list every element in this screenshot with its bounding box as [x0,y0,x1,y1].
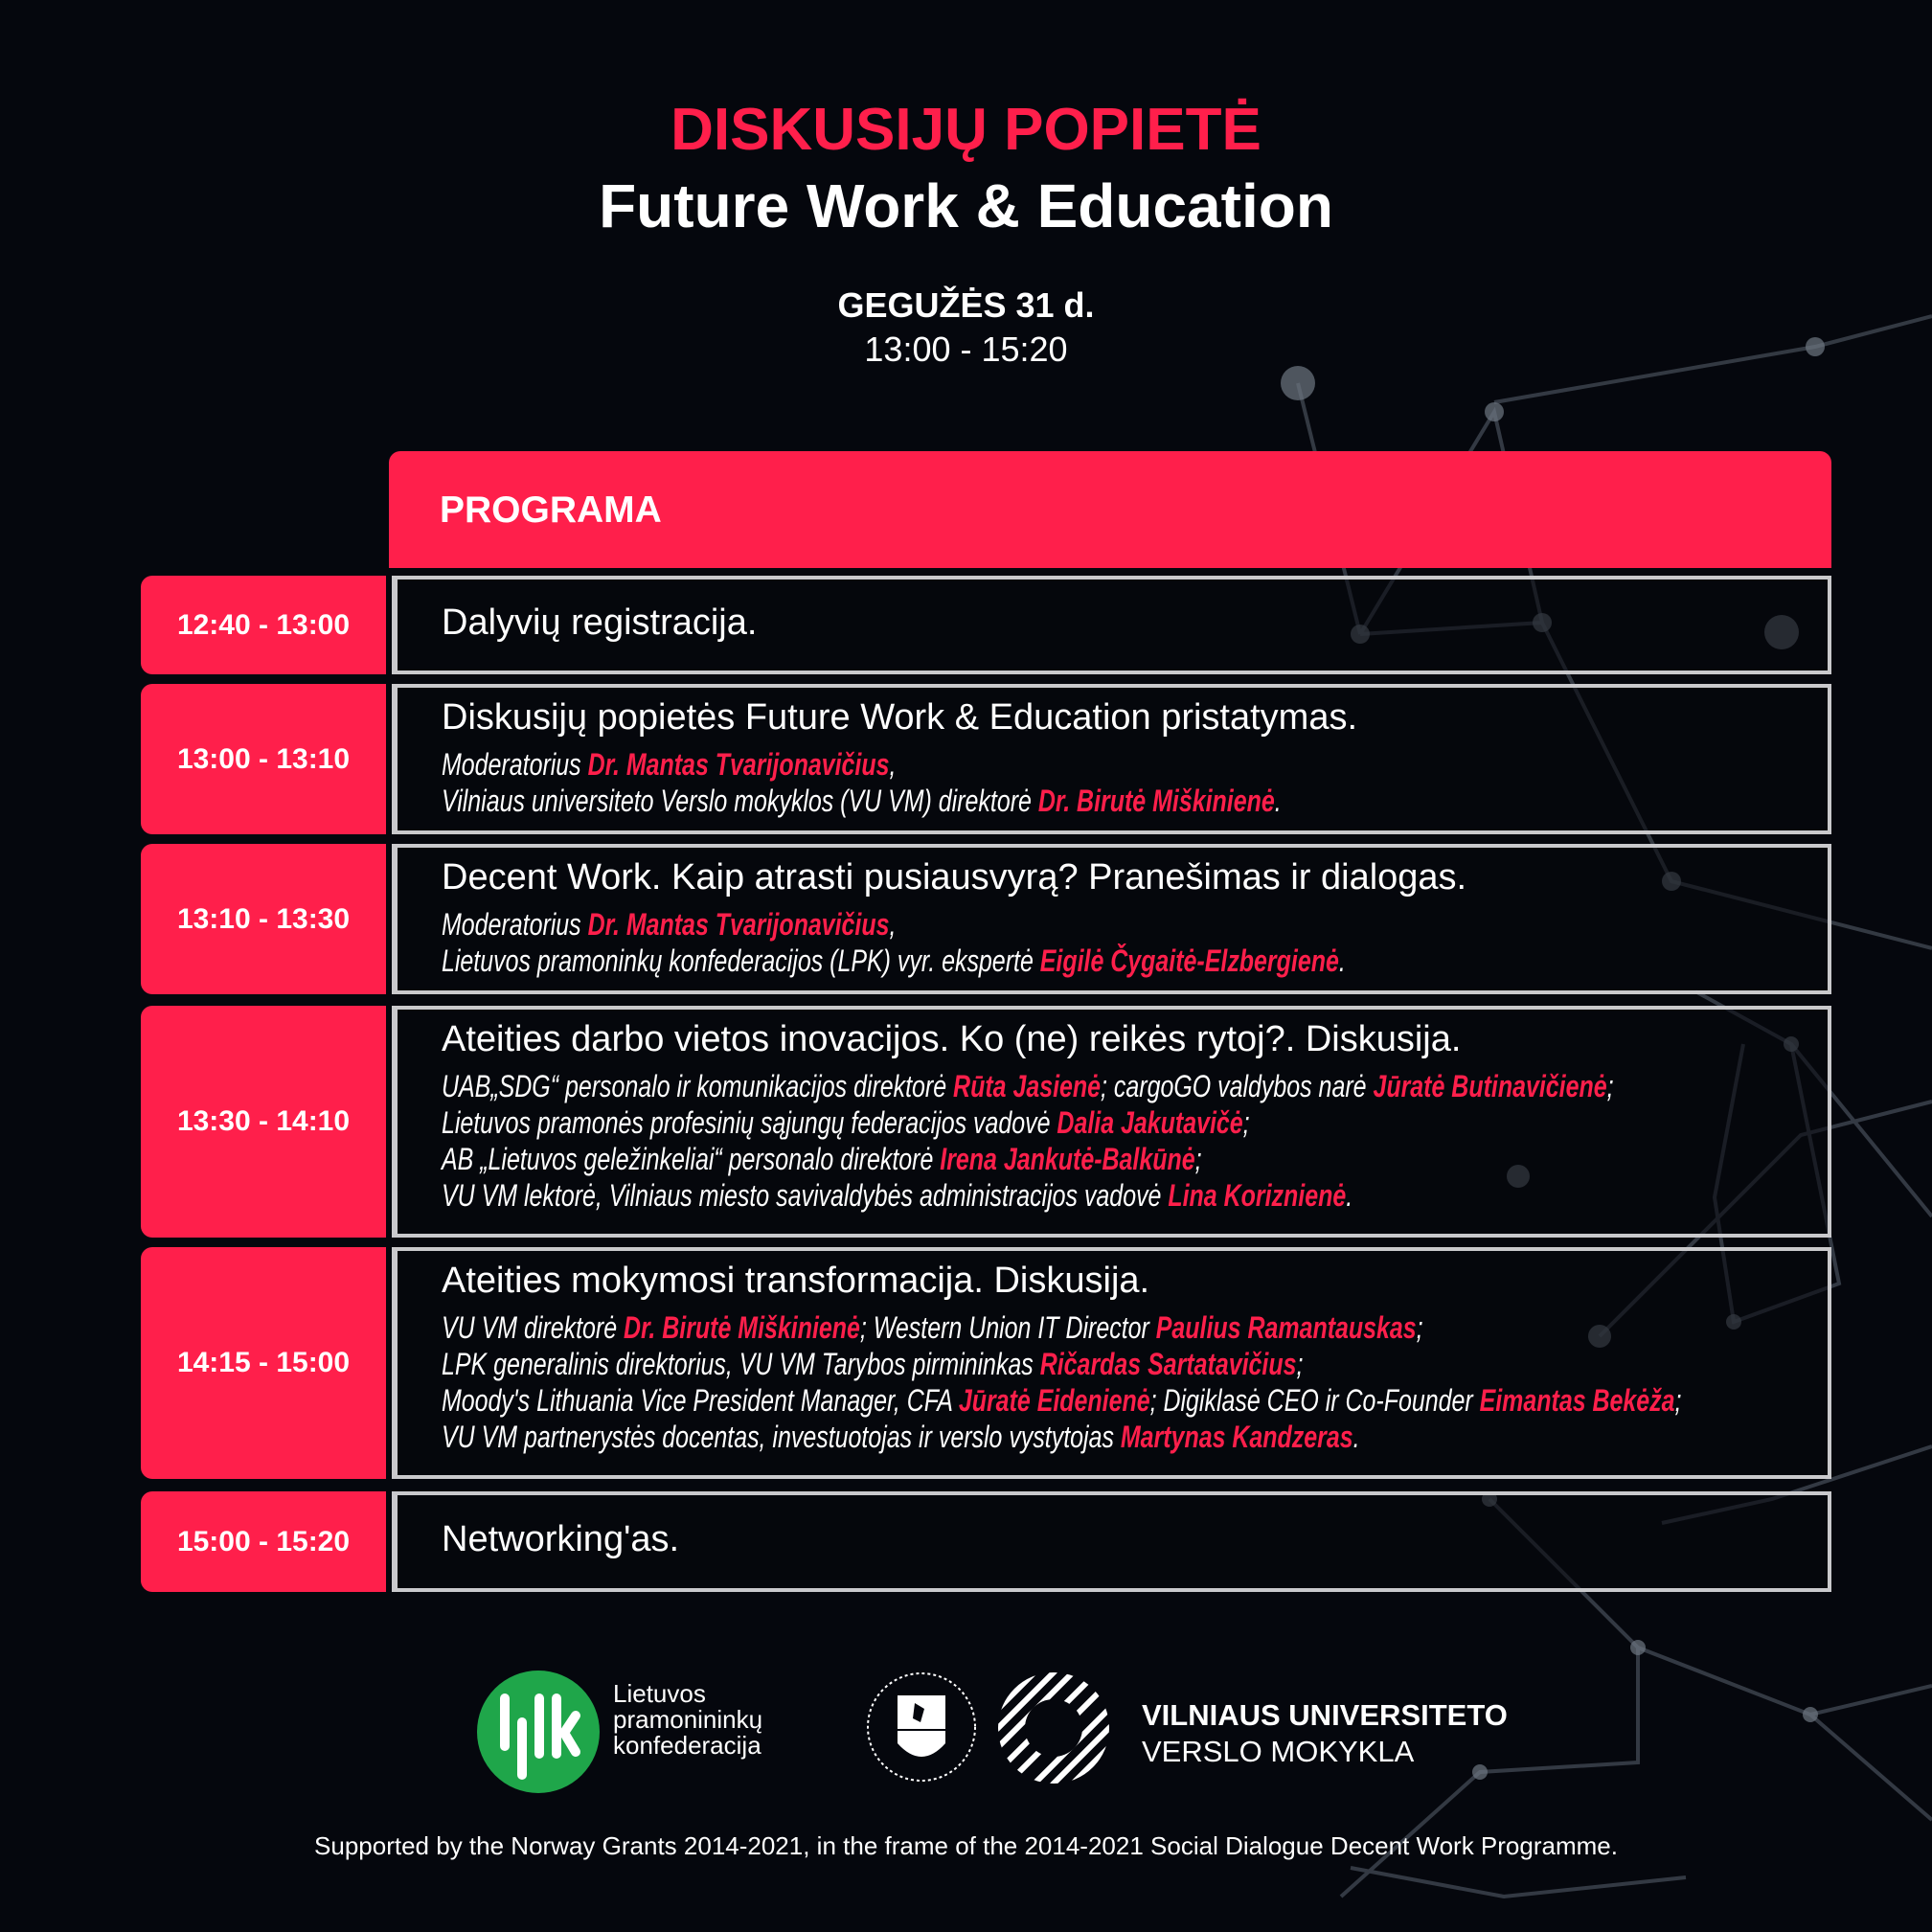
session-box [392,1247,1831,1479]
speaker-role: ; [1194,1142,1202,1176]
speaker-name: Martynas Kandzeras [1120,1420,1353,1454]
vu-seal-icon [865,1665,978,1789]
program-row [141,844,1831,994]
session-speakers-line [442,1420,1360,1455]
session-speakers-line [442,1347,1303,1382]
footer-note: Supported by the Norway Grants 2014-2021, in the frame of the 2014-2021 Social Dialogue Decent Work Programme. [314,1831,1618,1860]
session-speakers-line [442,784,1282,819]
session-box [392,1006,1831,1238]
speaker-role: ; [1296,1347,1304,1381]
vu-vm-line2: VERSLO MOKYKLA [1142,1735,1415,1768]
speaker-role: . [1352,1420,1360,1454]
session-speakers-line [442,1105,1250,1141]
speaker-role: LPK generalinis direktorius, VU VM Tarybos pirmininkas [442,1347,1040,1381]
vu-vm-line1: VILNIAUS UNIVERSITETO [1142,1698,1508,1732]
speaker-name: Paulius Ramantauskas [1155,1310,1417,1345]
lpk-logo [476,1670,792,1794]
session-title: Diskusijų popietės Future Work & Education pristatymas. [442,697,1358,738]
program-row [141,1006,1831,1238]
lpk-text-1: Lietuvos [613,1679,706,1708]
speaker-role: VU VM lektorė, Vilniaus miesto savivaldybės administracijos vadovė [442,1178,1169,1213]
speaker-name: Rūta Jasienė [953,1069,1102,1103]
time-slot: 15:00 - 15:20 [141,1491,386,1592]
speaker-role: . [1346,1178,1353,1213]
session-box [392,576,1831,674]
speaker-role: Moody's Lithuania Vice President Manager, CFA [442,1383,959,1418]
session-box [392,844,1831,994]
session-title: Ateities darbo vietos inovacijos. Ko (ne) reikės rytoj?. Diskusija. [442,1019,1462,1059]
speaker-name: Eigilė Čygaitė-Elzbergienė [1039,943,1339,978]
speaker-role: Lietuvos pramonės profesinių sąjungų federacijos vadovė [442,1105,1057,1140]
program-row [141,1247,1831,1479]
session-title: Decent Work. Kaip atrasti pusiausvyrą? Pranešimas ir dialogas. [442,857,1467,898]
event-kicker: DISKUSIJŲ POPIETĖ [671,97,1261,163]
speaker-name: Jūratė Butinavičienė [1373,1069,1607,1103]
program-row [141,576,1831,674]
speaker-role: . [1274,784,1282,818]
event-date: GEGUŽĖS 31 d. [837,285,1095,325]
speaker-name: Irena Jankutė-Balkūnė [940,1142,1195,1176]
speaker-role: VU VM direktorė [442,1310,625,1345]
speaker-name: Dr. Mantas Tvarijonavičius [587,907,890,942]
program-heading: PROGRAMA [440,489,662,531]
time-slot: 13:30 - 14:10 [141,1006,386,1238]
event-title: Future Work & Education [599,171,1333,240]
speaker-role: AB „Lietuvos geležinkeliai“ personalo direktorė [442,1142,941,1176]
speaker-role: ; [1416,1310,1423,1345]
speaker-name: Ričardas Sartatavičius [1039,1347,1297,1381]
session-title: Dalyvių registracija. [442,602,758,643]
speaker-role: ; Digiklasė CEO ir Co-Founder [1149,1383,1480,1418]
program-row [141,684,1831,834]
session-box [392,1491,1831,1592]
speaker-role: ; [1242,1105,1250,1140]
vu-vm-text [1142,1697,1508,1770]
speaker-name: Lina Koriznienė [1168,1178,1347,1213]
speaker-name: Dalia Jakutavičė [1057,1105,1243,1140]
session-speakers-line [442,907,896,943]
speaker-role: Moderatorius [442,907,588,942]
session-speakers-line [442,943,1346,979]
speaker-role: Lietuvos pramoninkų konfederacijos (LPK) vyr. ekspertė [442,943,1040,978]
lpk-text-2: pramonininkų [613,1705,763,1734]
speaker-role: ; cargoGO valdybos narė [1101,1069,1374,1103]
session-title: Ateities mokymosi transformacija. Diskusija. [442,1261,1150,1301]
session-speakers-line [442,1310,1423,1346]
lpk-mark-icon [476,1670,601,1794]
session-title: Networking'as. [442,1518,680,1559]
vu-vm-mark-icon [997,1671,1110,1784]
session-speakers-line [442,747,896,783]
speaker-role: , [889,907,897,942]
speaker-role: ; Western Union IT Director [859,1310,1156,1345]
speaker-name: Jūratė Eidenienė [958,1383,1150,1418]
speaker-role: UAB„SDG“ personalo ir komunikacijos direktorė [442,1069,954,1103]
time-slot: 13:10 - 13:30 [141,844,386,994]
session-speakers-line [442,1178,1352,1214]
session-box [392,684,1831,834]
time-slot: 13:00 - 13:10 [141,684,386,834]
speaker-role: VU VM partnerystės docentas, investuotojas ir verslo vystytojas [442,1420,1121,1454]
speaker-role: ; [1674,1383,1682,1418]
speaker-name: Eimantas Bekėža [1479,1383,1675,1418]
speaker-name: Dr. Birutė Miškinienė [624,1310,860,1345]
speaker-role: ; [1606,1069,1614,1103]
program-header [389,451,1831,568]
session-speakers-line [442,1142,1202,1177]
session-speakers-line [442,1069,1614,1104]
speaker-role: Vilniaus universiteto Verslo mokyklos (VU VM) direktorė [442,784,1038,818]
time-slot: 14:15 - 15:00 [141,1247,386,1479]
lpk-text-3: konfederacija [613,1731,761,1760]
speaker-role: Moderatorius [442,747,588,782]
speaker-name: Dr. Birutė Miškinienė [1037,784,1275,818]
time-slot: 12:40 - 13:00 [141,576,386,674]
speaker-role: , [889,747,897,782]
event-time: 13:00 - 15:20 [864,330,1068,369]
session-speakers-line [442,1383,1681,1419]
program-row [141,1491,1831,1592]
speaker-role: . [1338,943,1346,978]
speaker-name: Dr. Mantas Tvarijonavičius [587,747,890,782]
